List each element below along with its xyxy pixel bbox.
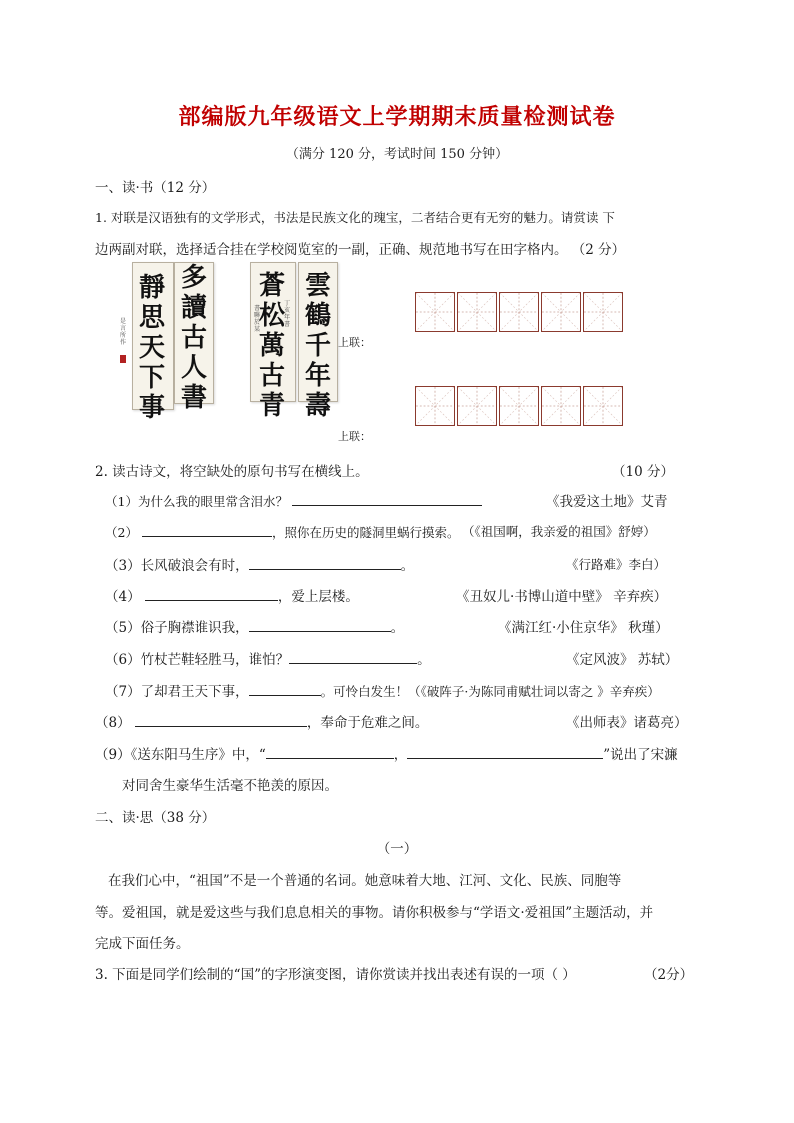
item-pre: 了却君王天下事，: [140, 684, 249, 700]
q2-item1-source: 《我爱这土地》艾青: [546, 494, 668, 510]
tianzige-cell[interactable]: [457, 292, 497, 332]
q2-item2-source: （《祖国啊，我亲爱的祖国》舒婷）: [462, 524, 656, 539]
item-post: 。: [417, 652, 431, 668]
q3-score: （2分）: [644, 967, 694, 983]
q2-item1: [105, 491, 482, 510]
q2-item6-source: 《定风波》 苏轼）: [566, 652, 679, 668]
section1-heading: 一、读·书（12 分）: [95, 180, 216, 196]
grid-label-top: 上联：: [338, 336, 371, 349]
item-num: （6）: [105, 652, 141, 668]
q2-item5: [105, 616, 404, 636]
item-post: 。: [390, 620, 405, 636]
tianzige-cell[interactable]: [499, 386, 539, 426]
q3-text: 3. 下面是同学们绘制的“国”的字形演变图，请你赏读并找出表述有误的一项（ ）: [95, 967, 576, 983]
item-num: （7）: [105, 684, 141, 700]
couplet2-left-text: 蒼松萬古青: [258, 271, 285, 421]
couplet1-seal: [120, 355, 126, 363]
section2-heading: 二、读·思（38 分）: [95, 810, 216, 826]
answer-blank[interactable]: [266, 744, 394, 759]
item-num: （3）: [105, 558, 141, 574]
q2-item2: [105, 522, 459, 541]
couplet1-inscription: 是言所作: [119, 318, 126, 346]
item-num: （5）: [105, 620, 141, 636]
tianzige-cell[interactable]: [499, 292, 539, 332]
section2-para-line3: 完成下面任务。: [95, 936, 190, 952]
item-post: ”说出了宋濂: [603, 747, 678, 763]
q2-item8: [95, 711, 428, 731]
item-num: （2）: [105, 525, 138, 540]
section2-para-line1: 在我们心中，“祖国”不是一个普通的名词。她意味着大地、江河、文化、民族、同胞等: [108, 873, 622, 889]
tianzige-cell[interactable]: [415, 386, 455, 426]
answer-blank[interactable]: [407, 744, 603, 759]
q2-item9-line2: 对同舍生豪华生活毫不艳羡的原因。: [122, 778, 338, 794]
item-post: ，爱上层楼。: [277, 589, 359, 605]
couplet2-inscription-right: 丁亥年書: [283, 300, 290, 328]
answer-blank[interactable]: [142, 522, 272, 537]
answer-blank[interactable]: [289, 649, 417, 664]
exam-title: 部编版九年级语文上学期期末质量检测试卷: [178, 104, 616, 130]
item-pre: 俗子胸襟谁识我，: [140, 620, 249, 636]
tianzige-cell[interactable]: [583, 386, 623, 426]
couplet1-right-scroll: [174, 262, 214, 413]
q2-item9: [95, 743, 678, 763]
tianzige-row-bottom[interactable]: [415, 386, 623, 426]
couplet2-inscription-left: 書聯於某: [253, 305, 260, 333]
couplet1-left-text: 靜思天下事: [138, 273, 165, 423]
item-post: 。: [400, 558, 415, 574]
item-pre: 《送东阳马生序》中，“: [130, 747, 266, 763]
tianzige-row-top[interactable]: [415, 292, 623, 332]
tianzige-cell[interactable]: [541, 386, 581, 426]
couplet1-right-text: 多讀古人書: [180, 263, 207, 413]
q2-heading: 2. 读古诗文，将空缺处的原句书写在横线上。: [95, 464, 369, 480]
item-num: （9）: [95, 747, 131, 763]
item-post: 。可怜白发生！（《破阵子·为陈同甫赋壮词以寄之 》辛弃疾）: [320, 684, 660, 699]
q2-item4: [105, 585, 359, 605]
item-num: （1）: [105, 494, 138, 509]
q2-item3: [105, 554, 414, 574]
couplet1-left-scroll: [132, 262, 174, 423]
q2-item3-source: 《行路难》李白）: [566, 557, 667, 572]
answer-blank[interactable]: [145, 586, 278, 601]
q1-line1: 1. 对联是汉语独有的文学形式，书法是民族文化的瑰宝，二者结合更有无穷的魅力。请赏读 下: [95, 210, 615, 225]
exam-subtitle: （满分 120 分，考试时间 150 分钟）: [285, 147, 509, 162]
q1-line2: 边两副对联，选择适合挂在学校阅览室的一副，正确、规范地书写在田字格内。 （2 分）: [95, 242, 626, 258]
q2-item5-source: 《满江红·小住京华》 秋瑾）: [498, 620, 669, 636]
item-post: ，照你在历史的隧洞里蜗行摸索。: [271, 525, 460, 540]
tianzige-cell[interactable]: [415, 292, 455, 332]
couplet2-right-scroll: [298, 262, 338, 421]
item-mid: ，: [393, 747, 408, 763]
q2-score: （10 分）: [612, 464, 674, 480]
q2-item8-source: 《出师表》诸葛亮）: [566, 715, 688, 731]
item-pre: 为什么我的眼里常含泪水？: [137, 494, 288, 509]
section2-para-line2: 等。爱祖国，就是爱这些与我们息息相关的事物。请你积极参与“学语文·爱祖国”主题活动，并: [95, 905, 654, 921]
q2-item7: [105, 680, 660, 700]
item-num: （8）: [95, 715, 131, 731]
grid-label-bottom: 上联：: [338, 430, 371, 443]
q2-item6: [105, 648, 431, 668]
answer-blank[interactable]: [292, 491, 482, 506]
item-pre: 竹杖芒鞋轻胜马，谁怕？: [140, 652, 290, 668]
answer-blank[interactable]: [249, 681, 321, 696]
tianzige-cell[interactable]: [583, 292, 623, 332]
item-post: ，奉命于危难之间。: [306, 715, 429, 731]
item-num: （4）: [105, 589, 141, 605]
answer-blank[interactable]: [135, 712, 307, 727]
section2-part: （一）: [376, 841, 418, 857]
item-pre: 长风破浪会有时，: [140, 558, 249, 574]
answer-blank[interactable]: [249, 617, 391, 632]
couplet2-right-text: 雲鶴千年壽: [304, 271, 331, 421]
answer-blank[interactable]: [249, 555, 401, 570]
q2-item4-source: 《丑奴儿·书博山道中壁》 辛弃疾）: [456, 589, 668, 605]
tianzige-cell[interactable]: [457, 386, 497, 426]
tianzige-cell[interactable]: [541, 292, 581, 332]
